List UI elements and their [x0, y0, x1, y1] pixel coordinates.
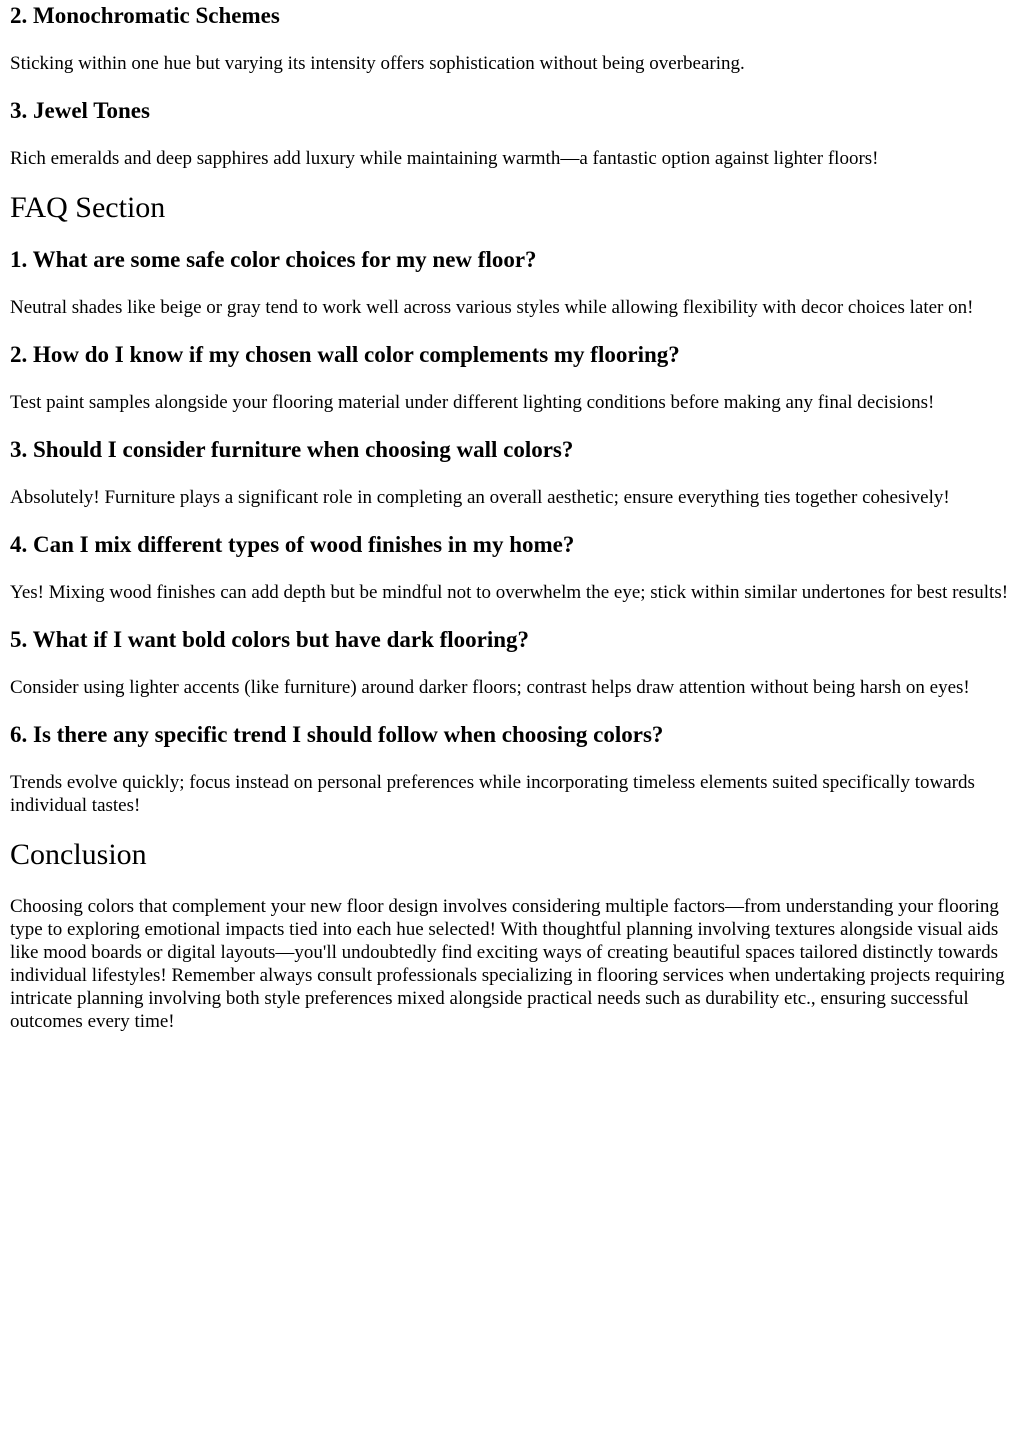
faq-question: 5. What if I want bold colors but have dark flooring?: [10, 627, 530, 652]
conclusion-text: Choosing colors that complement your new floor design involves considering multiple factors—from understanding your flooring type to exploring emotional impacts tied into each hue selected! With thoughtful planning involving textures alongside visual aids like mood boards or digital layouts—you'll undoubtedly find exciting ways of creating beautiful spaces tailored distinctly towards individual lifestyles! Remember always consult professionals specializing in flooring services when undertaking projects requiring intricate planning involving both style preferences mixed alongside practical needs such as durability etc., ensuring successful outcomes every time!: [10, 896, 1005, 1032]
faq-title: FAQ Section: [10, 191, 166, 224]
section-text-monochromatic: Sticking within one hue but varying its intensity offers sophistication without being overbearing.: [10, 53, 745, 74]
section-text-jewel-tones: Rich emeralds and deep sapphires add luxury while maintaining warmth—a fantastic option against lighter floors!: [10, 148, 879, 169]
faq-question: 4. Can I mix different types of wood finishes in my home?: [10, 532, 575, 557]
faq-answer: Test paint samples alongside your flooring material under different lighting conditions before making any final decisions!: [10, 392, 935, 413]
faq-answer: Yes! Mixing wood finishes can add depth but be mindful not to overwhelm the eye; stick within similar undertones for best results!: [10, 582, 1009, 603]
section-heading-monochromatic: 2. Monochromatic Schemes: [10, 3, 280, 28]
faq-question: 1. What are some safe color choices for my new floor?: [10, 247, 537, 272]
faq-question: 2. How do I know if my chosen wall color complements my flooring?: [10, 342, 680, 367]
section-heading-jewel-tones: 3. Jewel Tones: [10, 98, 150, 123]
faq-answer: Neutral shades like beige or gray tend to work well across various styles while allowing flexibility with decor choices later on!: [10, 297, 974, 318]
conclusion-title: Conclusion: [10, 838, 147, 871]
faq-answer: Absolutely! Furniture plays a significant role in completing an overall aesthetic; ensure everything ties together cohesively!: [10, 487, 950, 508]
faq-answer: Trends evolve quickly; focus instead on personal preferences while incorporating timeless elements suited specifically towards individual tastes!: [10, 772, 975, 816]
faq-question: 3. Should I consider furniture when choosing wall colors?: [10, 437, 574, 462]
faq-list: [10, 246, 1014, 817]
article-body: [0, 2, 1024, 1033]
faq-question: 6. Is there any specific trend I should follow when choosing colors?: [10, 722, 664, 747]
faq-answer: Consider using lighter accents (like furniture) around darker floors; contrast helps draw attention without being harsh on eyes!: [10, 677, 970, 698]
